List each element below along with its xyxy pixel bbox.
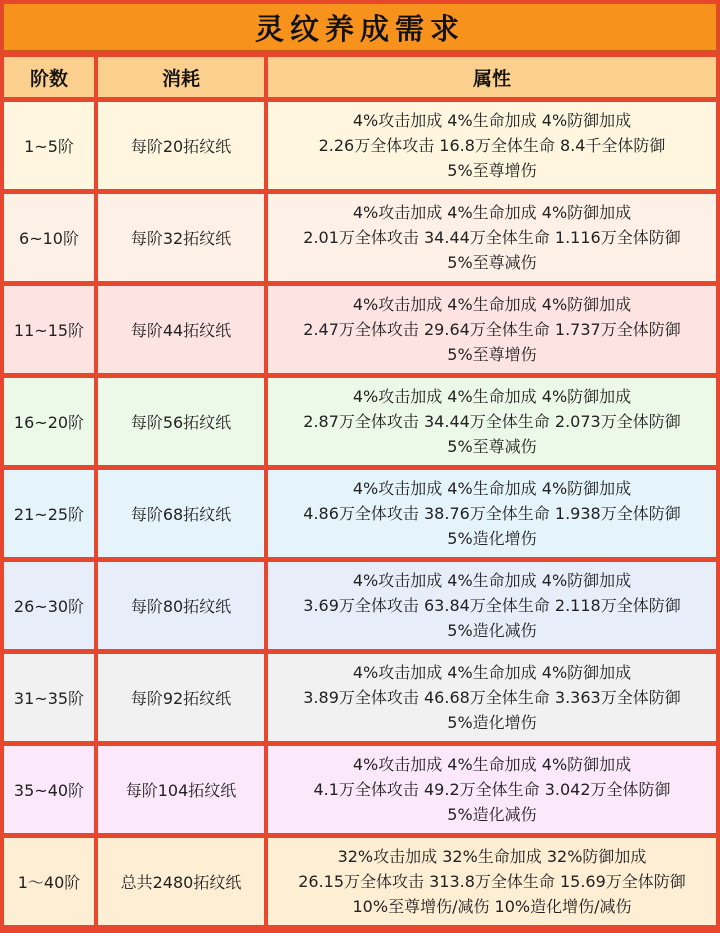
attributes-cell (265, 745, 717, 834)
stage-cell: 21~25阶 (3, 469, 95, 558)
attributes-cell (265, 101, 717, 190)
attribute-line: 3.89万全体攻击 46.68万全体生命 3.363万全体防御 (303, 688, 681, 707)
attribute-line: 5%至尊减伤 (447, 437, 537, 456)
header-cost: 消耗 (95, 56, 265, 98)
header-attributes: 属性 (265, 56, 717, 98)
attribute-line: 5%造化减伤 (447, 621, 537, 640)
header-stage: 阶数 (3, 56, 95, 98)
attributes-cell (265, 653, 717, 742)
attribute-line: 4.1万全体攻击 49.2万全体生命 3.042万全体防御 (313, 780, 671, 799)
attribute-line: 4%攻击加成 4%生命加成 4%防御加成 (352, 755, 632, 774)
attributes-cell (265, 561, 717, 650)
stage-cell: 35~40阶 (3, 745, 95, 834)
cost-cell: 每阶20拓纹纸 (95, 101, 265, 190)
attribute-line: 2.47万全体攻击 29.64万全体生命 1.737万全体防御 (303, 320, 681, 339)
attribute-line: 5%造化减伤 (447, 805, 537, 824)
attribute-line: 4%攻击加成 4%生命加成 4%防御加成 (352, 295, 632, 314)
table-row (3, 837, 717, 926)
attribute-line: 4%攻击加成 4%生命加成 4%防御加成 (352, 571, 632, 590)
attribute-line: 10%至尊增伤/减伤 10%造化增伤/减伤 (352, 897, 632, 916)
table-row (3, 285, 717, 374)
attribute-line: 4%攻击加成 4%生命加成 4%防御加成 (352, 203, 632, 222)
attribute-line: 5%造化增伤 (447, 713, 537, 732)
table-row (3, 193, 717, 282)
cost-cell: 每阶104拓纹纸 (95, 745, 265, 834)
table-row (3, 377, 717, 466)
attribute-line: 4%攻击加成 4%生命加成 4%防御加成 (352, 663, 632, 682)
page-title: 灵纹养成需求 (3, 3, 717, 51)
attribute-line: 26.15万全体攻击 313.8万全体生命 15.69万全体防御 (298, 872, 686, 891)
table-row (3, 653, 717, 742)
attribute-line: 3.69万全体攻击 63.84万全体生命 2.118万全体防御 (303, 596, 681, 615)
attribute-line: 4%攻击加成 4%生命加成 4%防御加成 (352, 479, 632, 498)
cost-cell: 每阶56拓纹纸 (95, 377, 265, 466)
attribute-line: 32%攻击加成 32%生命加成 32%防御加成 (337, 847, 647, 866)
attributes-cell (265, 469, 717, 558)
stage-cell: 26~30阶 (3, 561, 95, 650)
attributes-cell (265, 193, 717, 282)
stage-cell: 1~5阶 (3, 101, 95, 190)
attribute-line: 5%至尊增伤 (447, 161, 537, 180)
attribute-line: 2.26万全体攻击 16.8万全体生命 8.4千全体防御 (318, 136, 666, 155)
attribute-line: 2.01万全体攻击 34.44万全体生命 1.116万全体防御 (303, 228, 681, 247)
attribute-line: 5%至尊增伤 (447, 345, 537, 364)
stage-cell: 11~15阶 (3, 285, 95, 374)
attribute-line: 2.87万全体攻击 34.44万全体生命 2.073万全体防御 (303, 412, 681, 431)
attribute-line: 4.86万全体攻击 38.76万全体生命 1.938万全体防御 (303, 504, 681, 523)
table-row (3, 101, 717, 190)
stage-cell: 6~10阶 (3, 193, 95, 282)
cost-cell: 每阶80拓纹纸 (95, 561, 265, 650)
stage-cell: 31~35阶 (3, 653, 95, 742)
attribute-line: 4%攻击加成 4%生命加成 4%防御加成 (352, 111, 632, 130)
attribute-line: 5%至尊减伤 (447, 253, 537, 272)
cost-cell: 每阶68拓纹纸 (95, 469, 265, 558)
cost-cell: 每阶92拓纹纸 (95, 653, 265, 742)
requirements-table (3, 53, 717, 929)
cost-cell: 每阶32拓纹纸 (95, 193, 265, 282)
table-row (3, 469, 717, 558)
cost-cell: 每阶44拓纹纸 (95, 285, 265, 374)
attribute-line: 4%攻击加成 4%生命加成 4%防御加成 (352, 387, 632, 406)
cost-cell: 总共2480拓纹纸 (95, 837, 265, 926)
stage-cell: 1～40阶 (3, 837, 95, 926)
table-row (3, 745, 717, 834)
attributes-cell (265, 837, 717, 926)
attribute-line: 5%造化增伤 (447, 529, 537, 548)
attributes-cell (265, 377, 717, 466)
header-row (3, 56, 717, 98)
stage-cell: 16~20阶 (3, 377, 95, 466)
table-row (3, 561, 717, 650)
attributes-cell (265, 285, 717, 374)
